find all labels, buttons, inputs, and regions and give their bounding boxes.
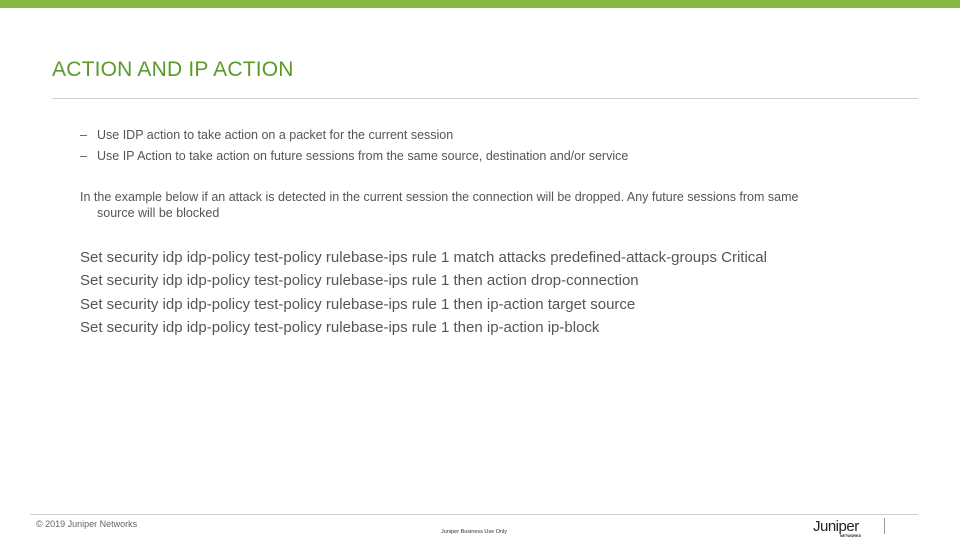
command-block [80, 246, 767, 339]
bullet-text: Use IDP action to take action on a packet for the current session [97, 128, 454, 142]
logo-wordmark: Juniper [813, 518, 859, 535]
logo-subtext: NETWORKS [840, 534, 861, 538]
paragraph-line: In the example below if an attack is detected in the current session the connection will be dropped. Any future sessions from same [80, 190, 799, 204]
bullet-text: Use IP Action to take action on future sessions from the same source, destination and/or service [97, 149, 629, 163]
title-divider [52, 98, 918, 99]
bullet-marker: – [80, 128, 87, 142]
logo-divider [884, 518, 885, 534]
copyright-text: © 2019 Juniper Networks [36, 519, 138, 529]
juniper-networks-logo [812, 516, 874, 538]
accent-bar [0, 0, 960, 8]
classification-label: Juniper Business Use Only [441, 529, 508, 535]
bullet-item [80, 125, 628, 146]
command-line: Set security idp idp-policy test-policy rulebase-ips rule 1 then action drop-connection [80, 272, 639, 290]
bullet-list [80, 125, 628, 167]
bullet-item [80, 146, 628, 167]
footer-divider [30, 514, 918, 515]
command-line: Set security idp idp-policy test-policy rulebase-ips rule 1 then ip-action target source [80, 295, 636, 313]
example-paragraph [80, 189, 900, 221]
paragraph-line: source will be blocked [97, 206, 220, 220]
command-line: Set security idp idp-policy test-policy rulebase-ips rule 1 then ip-action ip-block [80, 318, 600, 336]
bullet-marker: – [80, 149, 87, 163]
command-line: Set security idp idp-policy test-policy rulebase-ips rule 1 match attacks predefined-attack-groups Critical [80, 249, 767, 266]
slide-title: ACTION AND IP ACTION [52, 58, 294, 81]
